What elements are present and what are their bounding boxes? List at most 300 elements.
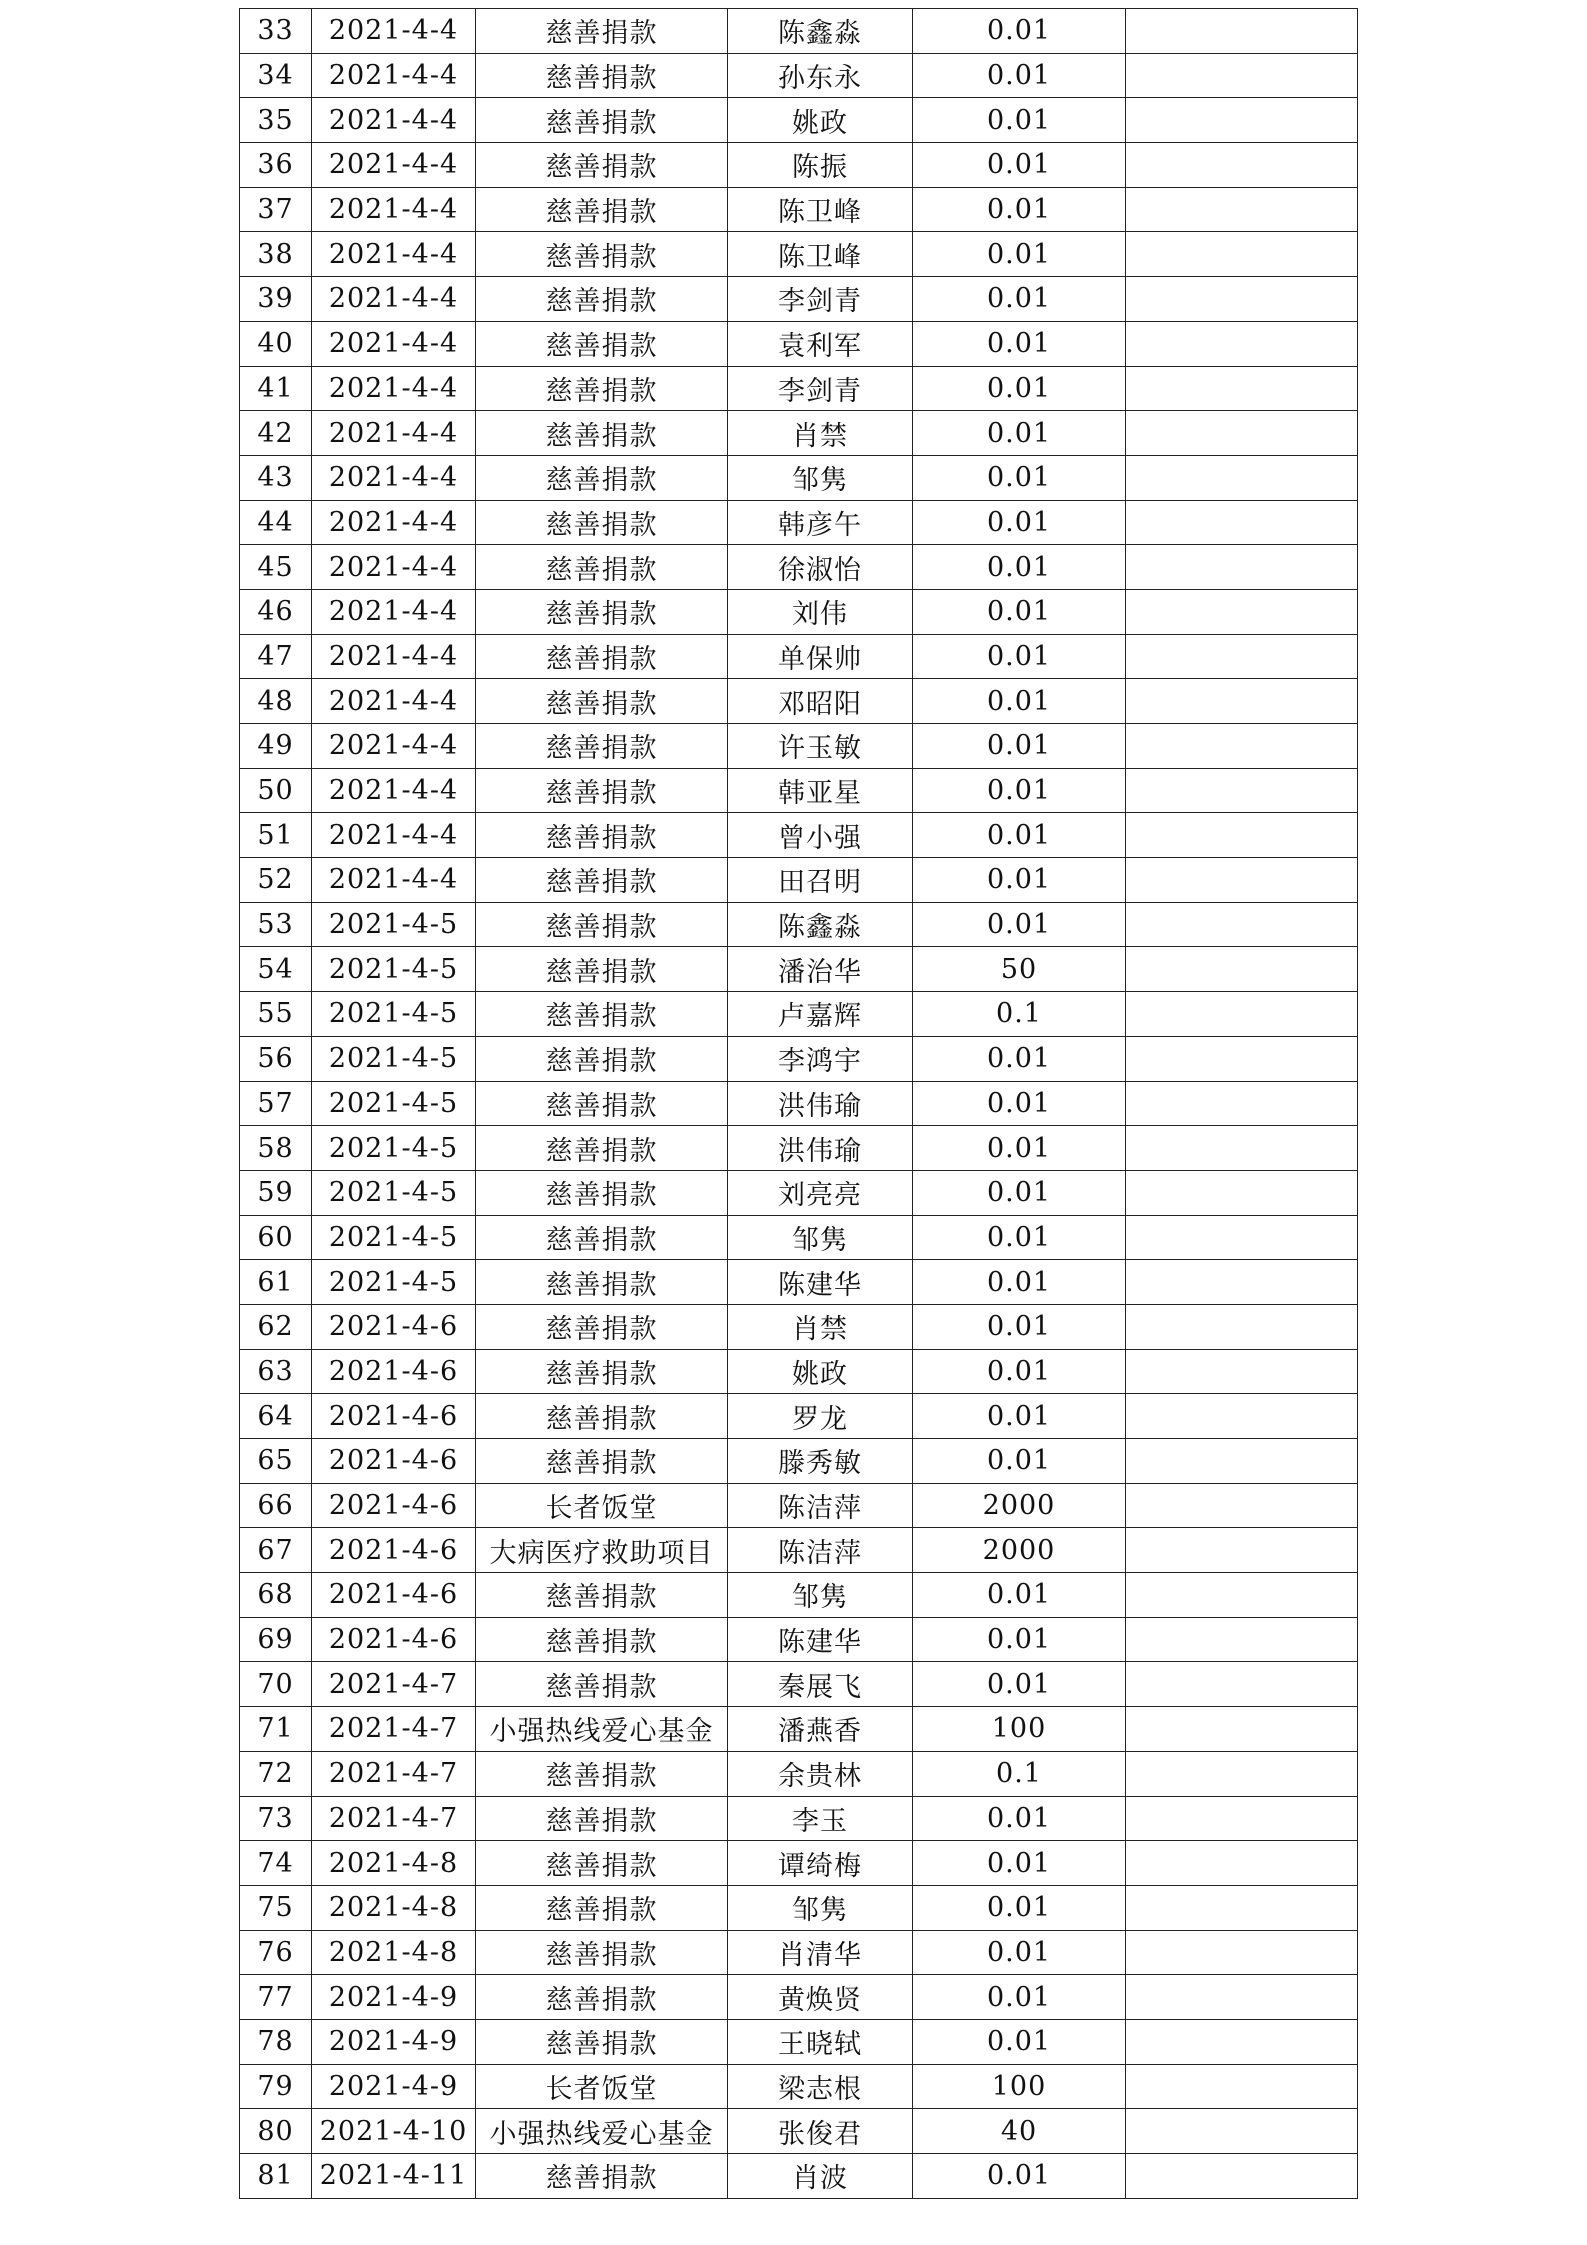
amount-cell: 0.01 bbox=[913, 858, 1126, 903]
note-cell bbox=[1126, 679, 1358, 724]
date-cell: 2021-4-7 bbox=[312, 1707, 476, 1752]
note-cell bbox=[1126, 724, 1358, 769]
project-cell: 大病医疗救助项目 bbox=[476, 1528, 728, 1573]
table-row bbox=[240, 277, 1358, 322]
project-cell: 慈善捐款 bbox=[476, 724, 728, 769]
table-row bbox=[240, 53, 1358, 98]
row-number-cell: 36 bbox=[240, 143, 312, 188]
donor-name-cell: 曾小强 bbox=[728, 813, 913, 858]
note-cell bbox=[1126, 768, 1358, 813]
date-cell: 2021-4-10 bbox=[312, 2109, 476, 2154]
row-number-cell: 69 bbox=[240, 1617, 312, 1662]
note-cell bbox=[1126, 53, 1358, 98]
row-number-cell: 50 bbox=[240, 768, 312, 813]
amount-cell: 0.01 bbox=[913, 1349, 1126, 1394]
row-number-cell: 81 bbox=[240, 2154, 312, 2199]
amount-cell: 0.01 bbox=[913, 1394, 1126, 1439]
table-row bbox=[240, 1260, 1358, 1305]
date-cell: 2021-4-4 bbox=[312, 366, 476, 411]
amount-cell: 0.01 bbox=[913, 545, 1126, 590]
date-cell: 2021-4-5 bbox=[312, 947, 476, 992]
date-cell: 2021-4-4 bbox=[312, 321, 476, 366]
project-cell: 慈善捐款 bbox=[476, 500, 728, 545]
table-row bbox=[240, 1081, 1358, 1126]
amount-cell: 0.01 bbox=[913, 902, 1126, 947]
row-number-cell: 62 bbox=[240, 1304, 312, 1349]
note-cell bbox=[1126, 1483, 1358, 1528]
donor-name-cell: 韩亚星 bbox=[728, 768, 913, 813]
row-number-cell: 55 bbox=[240, 992, 312, 1037]
amount-cell: 0.01 bbox=[913, 1975, 1126, 2020]
table-row bbox=[240, 98, 1358, 143]
note-cell bbox=[1126, 1528, 1358, 1573]
row-number-cell: 35 bbox=[240, 98, 312, 143]
donor-name-cell: 李剑青 bbox=[728, 277, 913, 322]
project-cell: 慈善捐款 bbox=[476, 1215, 728, 1260]
amount-cell: 0.01 bbox=[913, 813, 1126, 858]
row-number-cell: 75 bbox=[240, 1885, 312, 1930]
note-cell bbox=[1126, 1036, 1358, 1081]
note-cell bbox=[1126, 634, 1358, 679]
date-cell: 2021-4-6 bbox=[312, 1349, 476, 1394]
table-row bbox=[240, 858, 1358, 903]
date-cell: 2021-4-5 bbox=[312, 1215, 476, 1260]
row-number-cell: 63 bbox=[240, 1349, 312, 1394]
date-cell: 2021-4-4 bbox=[312, 858, 476, 903]
note-cell bbox=[1126, 992, 1358, 1037]
row-number-cell: 65 bbox=[240, 1439, 312, 1484]
project-cell: 慈善捐款 bbox=[476, 98, 728, 143]
amount-cell: 0.01 bbox=[913, 1885, 1126, 1930]
date-cell: 2021-4-11 bbox=[312, 2154, 476, 2199]
note-cell bbox=[1126, 1260, 1358, 1305]
date-cell: 2021-4-5 bbox=[312, 902, 476, 947]
date-cell: 2021-4-4 bbox=[312, 500, 476, 545]
amount-cell: 0.01 bbox=[913, 455, 1126, 500]
date-cell: 2021-4-4 bbox=[312, 679, 476, 724]
donor-name-cell: 卢嘉辉 bbox=[728, 992, 913, 1037]
row-number-cell: 66 bbox=[240, 1483, 312, 1528]
table-row bbox=[240, 947, 1358, 992]
amount-cell: 0.01 bbox=[913, 1036, 1126, 1081]
note-cell bbox=[1126, 2154, 1358, 2199]
amount-cell: 0.1 bbox=[913, 1751, 1126, 1796]
amount-cell: 0.01 bbox=[913, 53, 1126, 98]
table-row bbox=[240, 321, 1358, 366]
row-number-cell: 44 bbox=[240, 500, 312, 545]
project-cell: 慈善捐款 bbox=[476, 858, 728, 903]
date-cell: 2021-4-9 bbox=[312, 1975, 476, 2020]
donation-table-body bbox=[240, 9, 1358, 2199]
project-cell: 慈善捐款 bbox=[476, 1975, 728, 2020]
project-cell: 慈善捐款 bbox=[476, 545, 728, 590]
table-row bbox=[240, 2154, 1358, 2199]
donor-name-cell: 陈卫峰 bbox=[728, 232, 913, 277]
table-row bbox=[240, 1215, 1358, 1260]
table-row bbox=[240, 902, 1358, 947]
row-number-cell: 64 bbox=[240, 1394, 312, 1439]
project-cell: 慈善捐款 bbox=[476, 1841, 728, 1886]
table-row bbox=[240, 2109, 1358, 2154]
table-row bbox=[240, 1036, 1358, 1081]
date-cell: 2021-4-7 bbox=[312, 1662, 476, 1707]
amount-cell: 2000 bbox=[913, 1528, 1126, 1573]
date-cell: 2021-4-4 bbox=[312, 411, 476, 456]
project-cell: 慈善捐款 bbox=[476, 1394, 728, 1439]
date-cell: 2021-4-4 bbox=[312, 589, 476, 634]
amount-cell: 50 bbox=[913, 947, 1126, 992]
project-cell: 慈善捐款 bbox=[476, 634, 728, 679]
table-row bbox=[240, 1528, 1358, 1573]
project-cell: 长者饭堂 bbox=[476, 2064, 728, 2109]
table-row bbox=[240, 1349, 1358, 1394]
table-row bbox=[240, 768, 1358, 813]
project-cell: 慈善捐款 bbox=[476, 232, 728, 277]
project-cell: 慈善捐款 bbox=[476, 277, 728, 322]
table-row bbox=[240, 9, 1358, 54]
project-cell: 慈善捐款 bbox=[476, 1930, 728, 1975]
project-cell: 慈善捐款 bbox=[476, 1260, 728, 1305]
donor-name-cell: 陈鑫淼 bbox=[728, 902, 913, 947]
table-row bbox=[240, 1885, 1358, 1930]
row-number-cell: 67 bbox=[240, 1528, 312, 1573]
donor-name-cell: 王晓轼 bbox=[728, 2019, 913, 2064]
project-cell: 慈善捐款 bbox=[476, 1439, 728, 1484]
table-row bbox=[240, 1662, 1358, 1707]
project-cell: 慈善捐款 bbox=[476, 1081, 728, 1126]
project-cell: 慈善捐款 bbox=[476, 1573, 728, 1618]
note-cell bbox=[1126, 321, 1358, 366]
row-number-cell: 38 bbox=[240, 232, 312, 277]
amount-cell: 0.01 bbox=[913, 1617, 1126, 1662]
table-row bbox=[240, 545, 1358, 590]
amount-cell: 0.01 bbox=[913, 1841, 1126, 1886]
table-row bbox=[240, 813, 1358, 858]
amount-cell: 0.01 bbox=[913, 1170, 1126, 1215]
donor-name-cell: 刘亮亮 bbox=[728, 1170, 913, 1215]
table-row bbox=[240, 1796, 1358, 1841]
row-number-cell: 46 bbox=[240, 589, 312, 634]
date-cell: 2021-4-4 bbox=[312, 143, 476, 188]
date-cell: 2021-4-5 bbox=[312, 1126, 476, 1171]
amount-cell: 0.01 bbox=[913, 411, 1126, 456]
donor-name-cell: 姚政 bbox=[728, 1349, 913, 1394]
note-cell bbox=[1126, 1796, 1358, 1841]
row-number-cell: 51 bbox=[240, 813, 312, 858]
table-row bbox=[240, 187, 1358, 232]
row-number-cell: 52 bbox=[240, 858, 312, 903]
note-cell bbox=[1126, 98, 1358, 143]
table-row bbox=[240, 366, 1358, 411]
amount-cell: 0.01 bbox=[913, 724, 1126, 769]
amount-cell: 0.01 bbox=[913, 9, 1126, 54]
note-cell bbox=[1126, 1617, 1358, 1662]
note-cell bbox=[1126, 858, 1358, 903]
date-cell: 2021-4-4 bbox=[312, 724, 476, 769]
date-cell: 2021-4-4 bbox=[312, 277, 476, 322]
row-number-cell: 61 bbox=[240, 1260, 312, 1305]
table-row bbox=[240, 232, 1358, 277]
row-number-cell: 79 bbox=[240, 2064, 312, 2109]
amount-cell: 0.01 bbox=[913, 1215, 1126, 1260]
table-row bbox=[240, 589, 1358, 634]
date-cell: 2021-4-6 bbox=[312, 1617, 476, 1662]
table-row bbox=[240, 1483, 1358, 1528]
donor-name-cell: 洪伟瑜 bbox=[728, 1126, 913, 1171]
amount-cell: 0.1 bbox=[913, 992, 1126, 1037]
amount-cell: 40 bbox=[913, 2109, 1126, 2154]
project-cell: 慈善捐款 bbox=[476, 411, 728, 456]
table-row bbox=[240, 1304, 1358, 1349]
row-number-cell: 74 bbox=[240, 1841, 312, 1886]
donor-name-cell: 谭绮梅 bbox=[728, 1841, 913, 1886]
project-cell: 慈善捐款 bbox=[476, 768, 728, 813]
note-cell bbox=[1126, 187, 1358, 232]
table-row bbox=[240, 143, 1358, 188]
note-cell bbox=[1126, 1841, 1358, 1886]
table-row bbox=[240, 1170, 1358, 1215]
row-number-cell: 73 bbox=[240, 1796, 312, 1841]
row-number-cell: 34 bbox=[240, 53, 312, 98]
date-cell: 2021-4-4 bbox=[312, 53, 476, 98]
amount-cell: 0.01 bbox=[913, 1439, 1126, 1484]
table-row bbox=[240, 679, 1358, 724]
date-cell: 2021-4-6 bbox=[312, 1483, 476, 1528]
project-cell: 慈善捐款 bbox=[476, 902, 728, 947]
date-cell: 2021-4-4 bbox=[312, 187, 476, 232]
project-cell: 慈善捐款 bbox=[476, 813, 728, 858]
project-cell: 慈善捐款 bbox=[476, 589, 728, 634]
project-cell: 慈善捐款 bbox=[476, 1617, 728, 1662]
date-cell: 2021-4-4 bbox=[312, 232, 476, 277]
amount-cell: 100 bbox=[913, 2064, 1126, 2109]
row-number-cell: 43 bbox=[240, 455, 312, 500]
row-number-cell: 78 bbox=[240, 2019, 312, 2064]
donor-name-cell: 梁志根 bbox=[728, 2064, 913, 2109]
amount-cell: 0.01 bbox=[913, 187, 1126, 232]
date-cell: 2021-4-6 bbox=[312, 1528, 476, 1573]
donor-name-cell: 滕秀敏 bbox=[728, 1439, 913, 1484]
note-cell bbox=[1126, 1081, 1358, 1126]
project-cell: 长者饭堂 bbox=[476, 1483, 728, 1528]
date-cell: 2021-4-5 bbox=[312, 992, 476, 1037]
donor-name-cell: 洪伟瑜 bbox=[728, 1081, 913, 1126]
donor-name-cell: 肖清华 bbox=[728, 1930, 913, 1975]
note-cell bbox=[1126, 1126, 1358, 1171]
donor-name-cell: 孙东永 bbox=[728, 53, 913, 98]
note-cell bbox=[1126, 1215, 1358, 1260]
date-cell: 2021-4-6 bbox=[312, 1304, 476, 1349]
project-cell: 慈善捐款 bbox=[476, 2154, 728, 2199]
note-cell bbox=[1126, 277, 1358, 322]
row-number-cell: 72 bbox=[240, 1751, 312, 1796]
donor-name-cell: 陈洁萍 bbox=[728, 1528, 913, 1573]
donor-name-cell: 罗龙 bbox=[728, 1394, 913, 1439]
project-cell: 慈善捐款 bbox=[476, 947, 728, 992]
project-cell: 慈善捐款 bbox=[476, 1796, 728, 1841]
project-cell: 慈善捐款 bbox=[476, 1662, 728, 1707]
row-number-cell: 40 bbox=[240, 321, 312, 366]
project-cell: 慈善捐款 bbox=[476, 1751, 728, 1796]
amount-cell: 0.01 bbox=[913, 321, 1126, 366]
donor-name-cell: 肖波 bbox=[728, 2154, 913, 2199]
amount-cell: 0.01 bbox=[913, 1081, 1126, 1126]
table-row bbox=[240, 455, 1358, 500]
note-cell bbox=[1126, 1394, 1358, 1439]
project-cell: 慈善捐款 bbox=[476, 143, 728, 188]
donor-name-cell: 潘燕香 bbox=[728, 1707, 913, 1752]
note-cell bbox=[1126, 143, 1358, 188]
note-cell bbox=[1126, 1930, 1358, 1975]
note-cell bbox=[1126, 366, 1358, 411]
table-row bbox=[240, 724, 1358, 769]
date-cell: 2021-4-7 bbox=[312, 1796, 476, 1841]
donor-name-cell: 余贵林 bbox=[728, 1751, 913, 1796]
row-number-cell: 60 bbox=[240, 1215, 312, 1260]
donor-name-cell: 刘伟 bbox=[728, 589, 913, 634]
table-row bbox=[240, 1439, 1358, 1484]
date-cell: 2021-4-4 bbox=[312, 455, 476, 500]
note-cell bbox=[1126, 1885, 1358, 1930]
amount-cell: 0.01 bbox=[913, 1304, 1126, 1349]
amount-cell: 0.01 bbox=[913, 1573, 1126, 1618]
table-row bbox=[240, 992, 1358, 1037]
note-cell bbox=[1126, 1573, 1358, 1618]
table-row bbox=[240, 1126, 1358, 1171]
donor-name-cell: 邹隽 bbox=[728, 1573, 913, 1618]
note-cell bbox=[1126, 902, 1358, 947]
row-number-cell: 77 bbox=[240, 1975, 312, 2020]
donor-name-cell: 陈建华 bbox=[728, 1260, 913, 1305]
date-cell: 2021-4-4 bbox=[312, 545, 476, 590]
donor-name-cell: 邹隽 bbox=[728, 1885, 913, 1930]
note-cell bbox=[1126, 1304, 1358, 1349]
donor-name-cell: 邹隽 bbox=[728, 1215, 913, 1260]
date-cell: 2021-4-6 bbox=[312, 1439, 476, 1484]
date-cell: 2021-4-5 bbox=[312, 1170, 476, 1215]
donor-name-cell: 袁利军 bbox=[728, 321, 913, 366]
amount-cell: 0.01 bbox=[913, 1662, 1126, 1707]
date-cell: 2021-4-4 bbox=[312, 768, 476, 813]
project-cell: 慈善捐款 bbox=[476, 1170, 728, 1215]
donor-name-cell: 陈振 bbox=[728, 143, 913, 188]
amount-cell: 0.01 bbox=[913, 1930, 1126, 1975]
donor-name-cell: 李鸿宇 bbox=[728, 1036, 913, 1081]
note-cell bbox=[1126, 2064, 1358, 2109]
project-cell: 慈善捐款 bbox=[476, 366, 728, 411]
amount-cell: 0.01 bbox=[913, 1260, 1126, 1305]
note-cell bbox=[1126, 411, 1358, 456]
date-cell: 2021-4-4 bbox=[312, 634, 476, 679]
donor-name-cell: 徐淑怡 bbox=[728, 545, 913, 590]
table-row bbox=[240, 1573, 1358, 1618]
note-cell bbox=[1126, 500, 1358, 545]
row-number-cell: 48 bbox=[240, 679, 312, 724]
project-cell: 小强热线爱心基金 bbox=[476, 1707, 728, 1752]
date-cell: 2021-4-8 bbox=[312, 1841, 476, 1886]
amount-cell: 0.01 bbox=[913, 232, 1126, 277]
project-cell: 慈善捐款 bbox=[476, 679, 728, 724]
amount-cell: 2000 bbox=[913, 1483, 1126, 1528]
row-number-cell: 49 bbox=[240, 724, 312, 769]
date-cell: 2021-4-6 bbox=[312, 1394, 476, 1439]
donor-name-cell: 肖禁 bbox=[728, 1304, 913, 1349]
amount-cell: 0.01 bbox=[913, 2154, 1126, 2199]
table-row bbox=[240, 411, 1358, 456]
row-number-cell: 39 bbox=[240, 277, 312, 322]
amount-cell: 100 bbox=[913, 1707, 1126, 1752]
project-cell: 慈善捐款 bbox=[476, 1304, 728, 1349]
date-cell: 2021-4-6 bbox=[312, 1573, 476, 1618]
date-cell: 2021-4-9 bbox=[312, 2064, 476, 2109]
table-row bbox=[240, 500, 1358, 545]
note-cell bbox=[1126, 1975, 1358, 2020]
date-cell: 2021-4-8 bbox=[312, 1885, 476, 1930]
donor-name-cell: 韩彦午 bbox=[728, 500, 913, 545]
project-cell: 慈善捐款 bbox=[476, 1349, 728, 1394]
row-number-cell: 76 bbox=[240, 1930, 312, 1975]
note-cell bbox=[1126, 232, 1358, 277]
row-number-cell: 58 bbox=[240, 1126, 312, 1171]
date-cell: 2021-4-7 bbox=[312, 1751, 476, 1796]
note-cell bbox=[1126, 947, 1358, 992]
row-number-cell: 70 bbox=[240, 1662, 312, 1707]
date-cell: 2021-4-4 bbox=[312, 9, 476, 54]
amount-cell: 0.01 bbox=[913, 589, 1126, 634]
table-row bbox=[240, 1707, 1358, 1752]
note-cell bbox=[1126, 813, 1358, 858]
donor-name-cell: 田召明 bbox=[728, 858, 913, 903]
project-cell: 慈善捐款 bbox=[476, 992, 728, 1037]
row-number-cell: 53 bbox=[240, 902, 312, 947]
amount-cell: 0.01 bbox=[913, 98, 1126, 143]
note-cell bbox=[1126, 455, 1358, 500]
donor-name-cell: 姚政 bbox=[728, 98, 913, 143]
amount-cell: 0.01 bbox=[913, 1796, 1126, 1841]
table-row bbox=[240, 2064, 1358, 2109]
donor-name-cell: 邹隽 bbox=[728, 455, 913, 500]
date-cell: 2021-4-8 bbox=[312, 1930, 476, 1975]
row-number-cell: 41 bbox=[240, 366, 312, 411]
amount-cell: 0.01 bbox=[913, 679, 1126, 724]
row-number-cell: 80 bbox=[240, 2109, 312, 2154]
note-cell bbox=[1126, 589, 1358, 634]
table-row bbox=[240, 634, 1358, 679]
project-cell: 慈善捐款 bbox=[476, 1885, 728, 1930]
row-number-cell: 59 bbox=[240, 1170, 312, 1215]
donor-name-cell: 秦展飞 bbox=[728, 1662, 913, 1707]
note-cell bbox=[1126, 1662, 1358, 1707]
amount-cell: 0.01 bbox=[913, 634, 1126, 679]
row-number-cell: 68 bbox=[240, 1573, 312, 1618]
project-cell: 小强热线爱心基金 bbox=[476, 2109, 728, 2154]
donor-name-cell: 潘治华 bbox=[728, 947, 913, 992]
donor-name-cell: 黄焕贤 bbox=[728, 1975, 913, 2020]
row-number-cell: 47 bbox=[240, 634, 312, 679]
donor-name-cell: 肖禁 bbox=[728, 411, 913, 456]
donor-name-cell: 陈鑫淼 bbox=[728, 9, 913, 54]
amount-cell: 0.01 bbox=[913, 366, 1126, 411]
project-cell: 慈善捐款 bbox=[476, 2019, 728, 2064]
note-cell bbox=[1126, 9, 1358, 54]
note-cell bbox=[1126, 1751, 1358, 1796]
row-number-cell: 33 bbox=[240, 9, 312, 54]
amount-cell: 0.01 bbox=[913, 143, 1126, 188]
date-cell: 2021-4-5 bbox=[312, 1260, 476, 1305]
table-row bbox=[240, 1617, 1358, 1662]
donor-name-cell: 单保帅 bbox=[728, 634, 913, 679]
donor-name-cell: 李剑青 bbox=[728, 366, 913, 411]
